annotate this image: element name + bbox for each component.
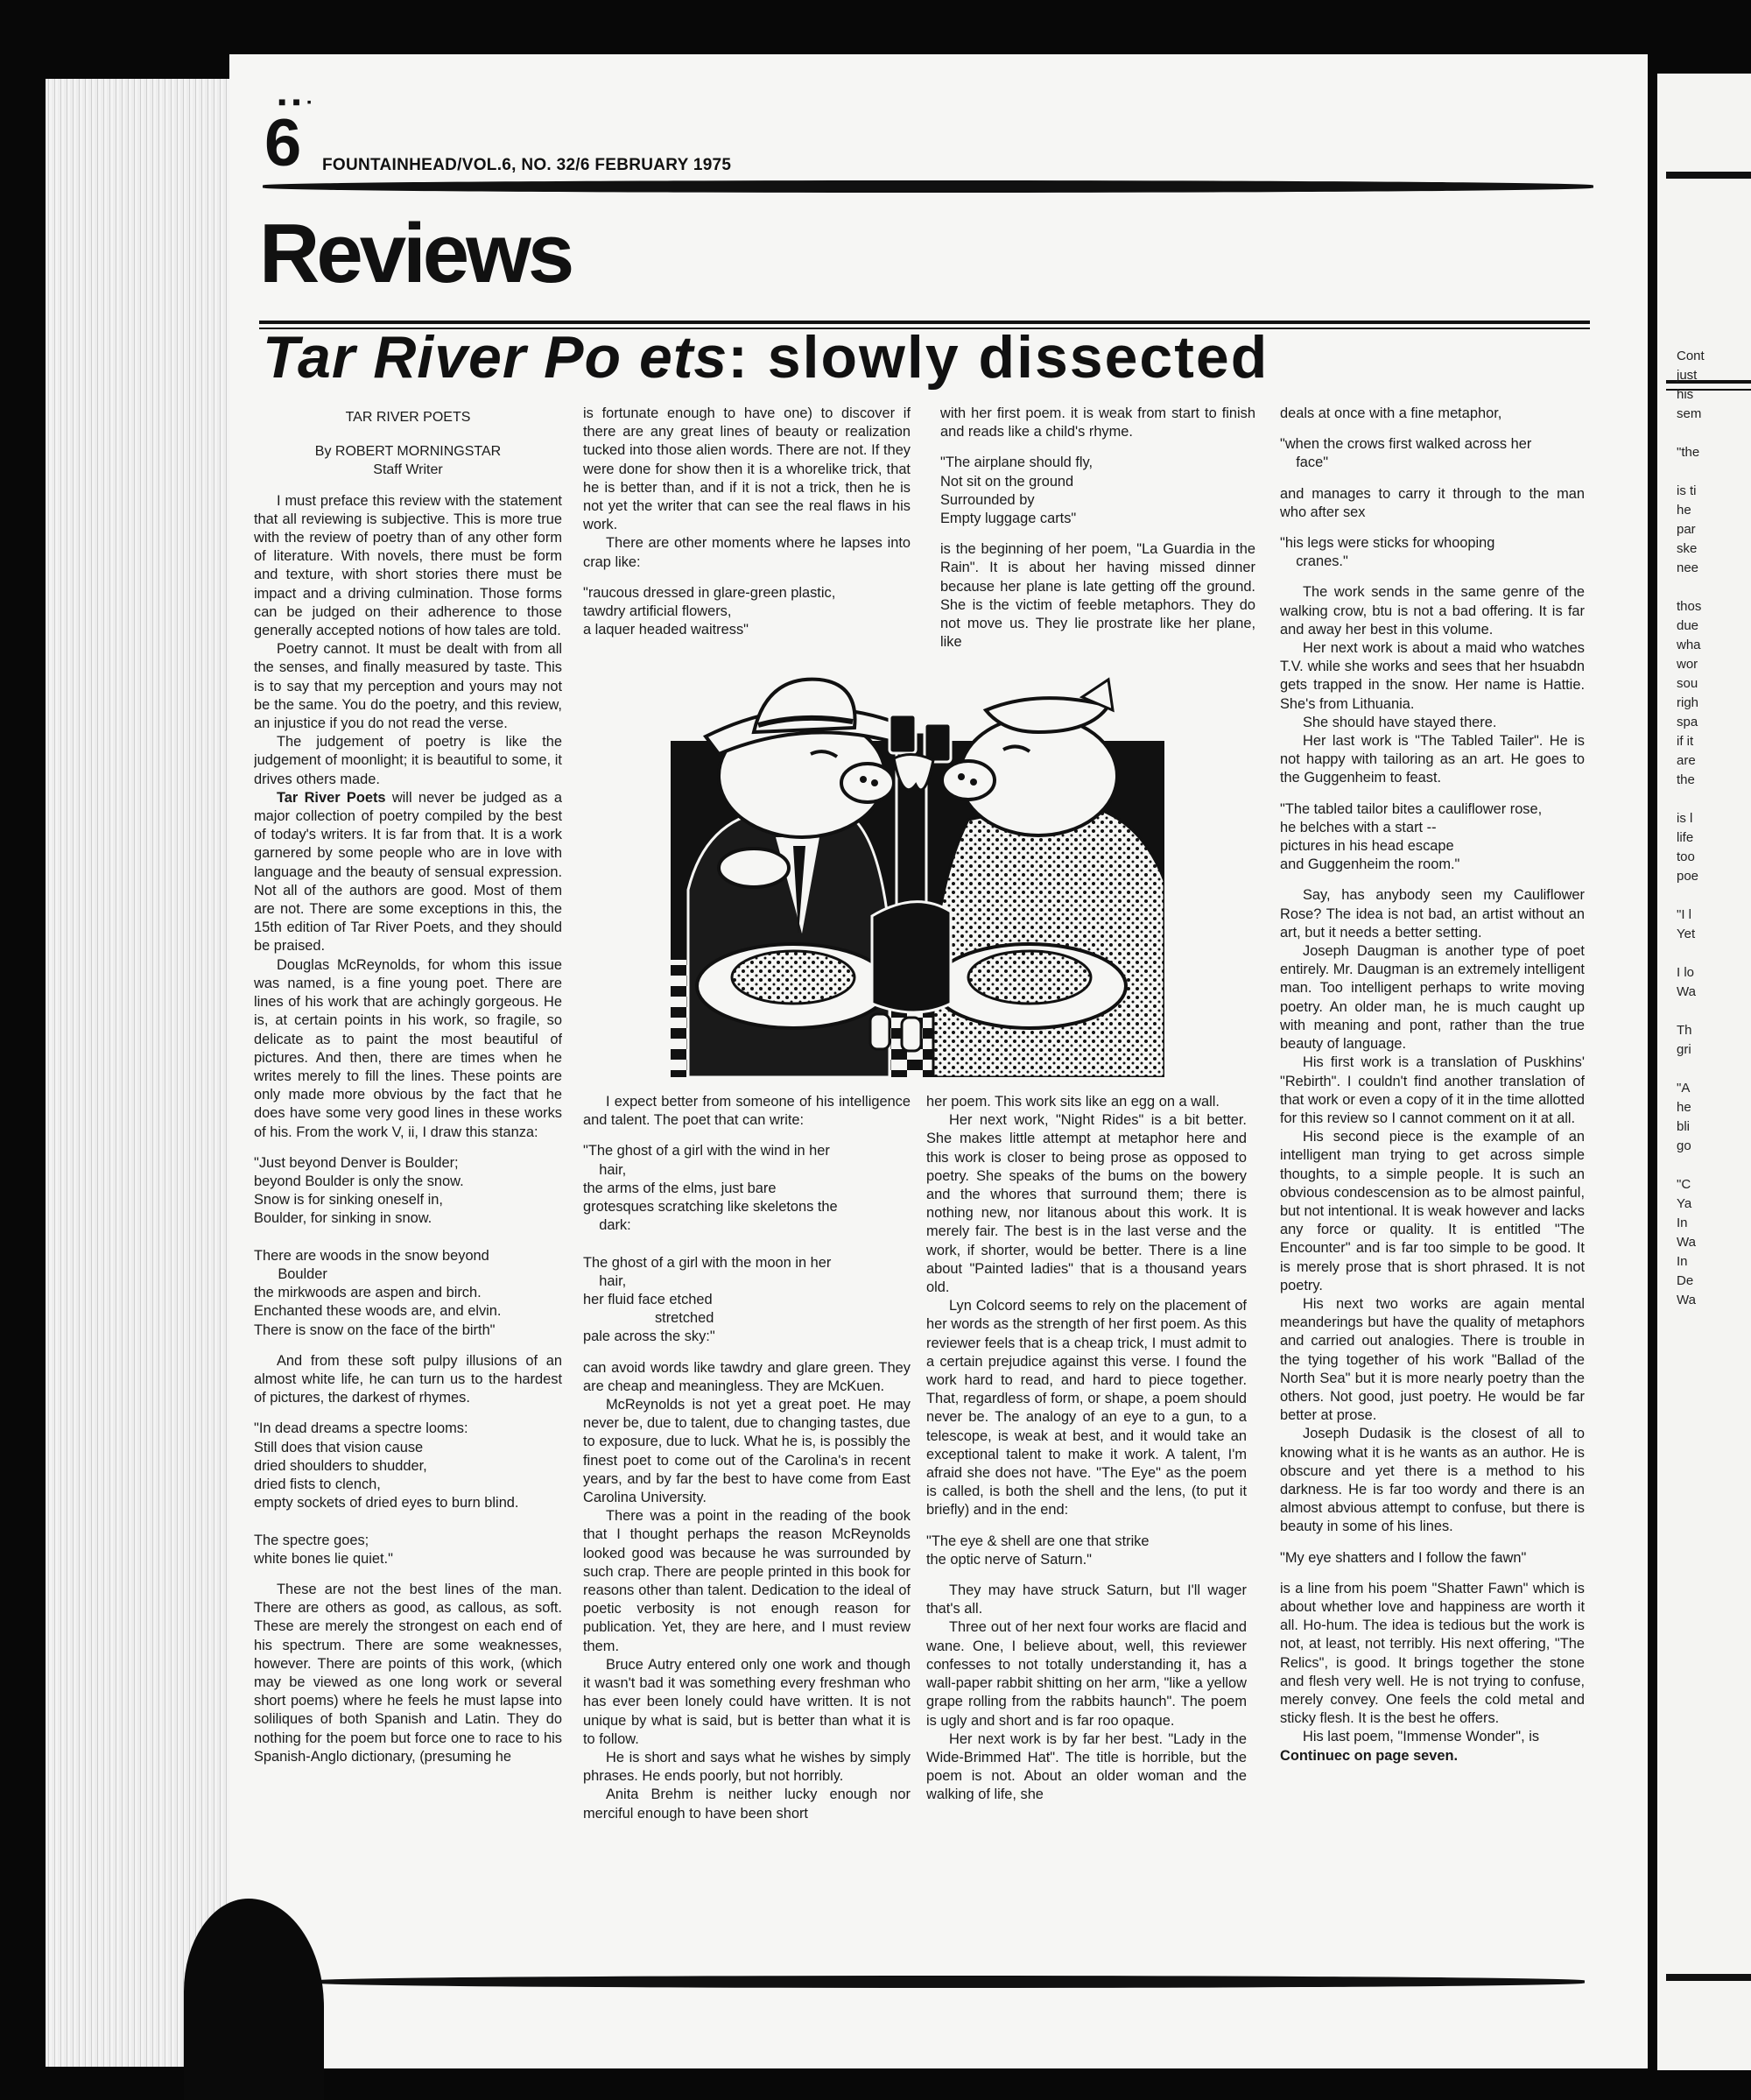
poem-line: the arms of the elms, just bare — [583, 1180, 777, 1196]
paragraph-text: There was a point in the reading of the book that I thought perhaps the reason McReynolds looked good was because he was surrounded by such crap. There are people printed in this book for reasons other than talent. Dedication to the ideal of poetic verbosity is not enough reason for publication. Yet, they are here, and I must review them. — [583, 1508, 911, 1654]
article-paragraph — [1280, 1728, 1585, 1746]
wine-glass-right — [925, 723, 951, 762]
paragraph-text: There are other moments where he lapses into crap like: — [583, 535, 911, 570]
article-paragraph — [1280, 1054, 1585, 1128]
paragraph-text: And from these soft pulpy illusions of an almost white life, he can turn us to the hardest of pictures, the darkest of rhymes. — [254, 1352, 562, 1406]
next-page-line-fragment: righ — [1677, 695, 1699, 710]
next-page-line-fragment: spa — [1677, 715, 1698, 729]
book-title-inline: Tar River Poets — [277, 789, 386, 806]
article-paragraph — [583, 1359, 911, 1396]
poem-excerpt — [940, 454, 1255, 528]
next-page-line-fragment: Ya — [1677, 1196, 1692, 1211]
paragraph-text: Continuec on page seven. — [1280, 1747, 1459, 1764]
paragraph-text: is the beginning of her poem, "La Guardia in the Rain". It is about her having missed dinner because her plane is late getting off the ground. She is the victim of feeble metaphors. They do not move us. They lie prostrate like her plane, like — [940, 541, 1255, 651]
poem-line: Enchanted these woods are, and elvin. — [254, 1303, 502, 1320]
article-paragraph — [926, 1297, 1247, 1519]
article-paragraph — [583, 534, 911, 571]
poem-line: Not sit on the ground — [940, 473, 1074, 490]
paragraph-text: will never be judged as a major collection of poetry compiled by the best of today's writers. It is far from that. It is a work garnered by some people who are in love with language and the beauty of sensual expression. Not all of the authors are good. Most of them are not. There are some exceptions in this, the 15th edition of Tar River Poets, and they should be praised. — [254, 789, 562, 955]
article-paragraph — [583, 405, 911, 534]
poem-line: the mirkwoods are aspen and birch. — [254, 1285, 482, 1301]
poem-line: Boulder — [254, 1265, 327, 1282]
next-page-line-fragment: gri — [1677, 1042, 1691, 1057]
article-paragraph — [583, 1507, 911, 1656]
poem-line: white bones lie quiet." — [254, 1550, 393, 1567]
article-paragraph — [1280, 1580, 1585, 1729]
paragraph-text: Her last work is "The Tabled Tailer". He is not happy with tailoring as an art. He goes to the Guggenheim to feast. — [1280, 733, 1585, 786]
article-paragraph — [1280, 1128, 1585, 1295]
poem-line: beyond Boulder is only the snow. — [254, 1173, 464, 1189]
paragraph-text: They may have struck Saturn, but I'll wager that's all. — [926, 1582, 1247, 1617]
poem-line: dried fists to clench, — [254, 1476, 381, 1492]
poem-line: The spectre goes; — [254, 1532, 369, 1548]
next-page-line-fragment: go — [1677, 1138, 1691, 1153]
next-page-line-fragment: thos — [1677, 599, 1702, 614]
food-left — [732, 951, 854, 1004]
masthead-rule — [263, 180, 1593, 193]
byline-book-title: TAR RIVER POETS — [345, 410, 471, 425]
paragraph-text: Her next work is about a maid who watches T.V. while she works and sees that her hsuabdn gets trapped in the snow. Her name is Hattie. She's from Lithuania. — [1280, 640, 1585, 712]
article-column-1 — [254, 408, 562, 1976]
byline — [254, 408, 562, 480]
next-page-line-fragment: De — [1677, 1273, 1694, 1288]
paragraph-text: and manages to carry it through to the man who after sex — [1280, 485, 1585, 520]
article-paragraph — [583, 1786, 911, 1822]
paragraph-text: Poetry cannot. It must be dealt with from all the senses, and finally measured by taste. This is to say that my perception and yours may not be the same. You do the poetry, and this review, an injustice if you do not read the verse. — [254, 641, 562, 732]
next-page-line-fragment: Th — [1677, 1023, 1692, 1038]
male-pig-snout — [841, 764, 894, 802]
paragraph-text: deals at once with a fine metaphor, — [1280, 405, 1502, 421]
poem-line: face" — [1280, 455, 1329, 471]
poem-line: the optic nerve of Saturn." — [926, 1551, 1092, 1568]
paragraph-text: Bruce Autry entered only one work and though it wasn't bad it was something every freshman who has ever been lonely could have written. It is not unique by what is said, but is better than what it is to follow. — [583, 1656, 911, 1747]
poem-line: The ghost of a girl with the moon in her — [583, 1254, 832, 1271]
poem-line — [254, 1512, 562, 1531]
article-paragraph — [1280, 1425, 1585, 1536]
female-pig-fur-coat — [933, 802, 1164, 1077]
poem-line: "raucous dressed in glare-green plastic, — [583, 584, 836, 601]
article-paragraph — [926, 1582, 1247, 1618]
poem-excerpt — [254, 1154, 562, 1340]
article-paragraph — [254, 733, 562, 789]
article-paragraph — [926, 1730, 1247, 1805]
paragraph-text: with her first poem. it is weak from start to finish and reads like a child's rhyme. — [940, 405, 1255, 440]
poem-line: Boulder, for sinking in snow. — [254, 1210, 432, 1227]
paragraph-text: Her next work, "Night Rides" is a bit better. She makes little attempt at metaphor here and this work is closer to being prose as opposed to poetry. She speaks of the bums on the bowery and the whores that surround them; there is nothing new, nor litanous about this work. It is merely fair. The best is in the last verse and the work, if shorter, would be better. There is a line about "Painted ladies" that is a thousand years old. — [926, 1112, 1247, 1296]
poem-line: dark: — [583, 1217, 631, 1234]
article-paragraph — [1280, 485, 1585, 522]
next-page-line-fragment: wor — [1677, 657, 1698, 672]
poem-line: "The airplane should fly, — [940, 455, 1093, 471]
next-page-bottom-rule — [1666, 1974, 1751, 1981]
next-page-line-fragment: bli — [1677, 1119, 1691, 1134]
article-paragraph — [1280, 639, 1585, 714]
poem-line: hair, — [583, 1272, 627, 1289]
poem-line: her fluid face etched — [583, 1292, 713, 1308]
male-pig-hand — [719, 849, 789, 887]
headline-title-rest: : slowly dissected — [728, 324, 1269, 391]
article-paragraph — [583, 1396, 911, 1507]
poem-excerpt — [1280, 800, 1585, 875]
next-page-line-fragment: is ti — [1677, 483, 1697, 498]
poem-line: stretched — [583, 1310, 714, 1327]
article-paragraph — [254, 789, 562, 956]
article-column-2-bottom — [583, 1093, 911, 1977]
next-page-line-fragment — [1677, 1060, 1751, 1079]
poem-excerpt — [254, 1420, 562, 1568]
paragraph-text: Joseph Dudasik is the closest of all to knowing what it is he wants as an author. He is obscure and yet there is a method to his darkness. He is far too wordy and there is an almost abvious attempt to confuse, but there is beauty in some of his lines. — [1280, 1426, 1585, 1535]
next-page-line-fragment: par — [1677, 522, 1696, 537]
poem-line: Empty luggage carts" — [940, 511, 1077, 527]
next-page-line-fragment — [1677, 462, 1751, 482]
paragraph-text: Three out of her next four works are flacid and wane. One, I believe about, well, this reviewer confesses to not totally understanding it, has a wall-paper rabbit shitting on her arm, "like a yellow grape rolling from the rabbits haunch". The poem is ugly and short and is far roo opaque. — [926, 1619, 1247, 1729]
paragraph-text: His first work is a translation of Puskhins' "Rebirth". I couldn't find another translation of that work or even a copy of it in the time allotted for this review so I cannot comment on it at all. — [1280, 1054, 1585, 1126]
article-paragraph — [254, 492, 562, 641]
poem-line: "In dead dreams a spectre looms: — [254, 1420, 468, 1437]
paragraph-text: His last poem, "Immense Wonder", is — [1303, 1729, 1540, 1745]
next-page-line-fragment — [1677, 1156, 1751, 1175]
poem-excerpt — [926, 1533, 1247, 1569]
next-page-line-fragment — [1677, 1002, 1751, 1021]
poem-line: pale across the sky:" — [583, 1328, 715, 1345]
poem-line: hair, — [583, 1161, 627, 1178]
next-page-line-fragment: In — [1677, 1216, 1688, 1230]
poem-line: There is snow on the face of the birth" — [254, 1321, 496, 1338]
continued-note — [1280, 1747, 1585, 1765]
next-page-line-fragment: "A — [1677, 1081, 1691, 1096]
poem-line: tawdry artificial flowers, — [583, 603, 732, 620]
next-page-line-fragment — [1677, 944, 1751, 963]
next-page-line-fragment: too — [1677, 849, 1695, 864]
paragraph-text: She should have stayed there. — [1303, 714, 1497, 730]
paragraph-text: is fortunate enough to have one) to discover if there are any great lines of beauty or realization tucked into those alien words. There are not. If they were done for show then it is a whorelike trick, that he is better than, and if it is not a trick, then he is not yet the writer that can see the real flaws in his work. — [583, 405, 911, 533]
poem-line: a laquer headed waitress" — [583, 622, 749, 638]
poem-excerpt — [1280, 534, 1585, 571]
poem-line: "Just beyond Denver is Boulder; — [254, 1154, 459, 1171]
next-page-line-fragment: are — [1677, 753, 1696, 768]
poem-line: Snow is for sinking oneself in, — [254, 1192, 443, 1209]
article-paragraph — [1280, 942, 1585, 1054]
food-right — [968, 951, 1091, 1004]
paragraph-text: Her next work is by far her best. "Lady in the Wide-Brimmed Hat". The title is horrible, but the poem is not. About an older woman and the walking of life, she — [926, 1730, 1247, 1803]
masthead: FOUNTAINHEAD/VOL.6, NO. 32/6 FEBRUARY 1975 — [322, 156, 732, 174]
wine-glass-left — [890, 715, 916, 753]
paragraph-text: He is short and says what he wishes by simply phrases. He ends poorly, but not horribly. — [583, 1749, 911, 1785]
pepper-shaker — [902, 1018, 921, 1051]
article-column-3-top — [940, 405, 1255, 667]
next-page-line-fragment: Wa — [1677, 1235, 1696, 1250]
next-page-line-fragment: poe — [1677, 869, 1699, 884]
next-page-line-fragment: Cont — [1677, 349, 1705, 363]
paragraph-text: her poem. This work sits like an egg on a wall. — [926, 1094, 1220, 1110]
paragraph-text: The work sends in the same genre of the walking crow, btu is not a bad offering. It is far and away her best in this volume. — [1280, 584, 1585, 638]
female-pig-snout — [942, 761, 995, 800]
next-page-line-fragment: if it — [1677, 734, 1694, 749]
next-page-line-fragment: Wa — [1677, 1293, 1696, 1307]
next-page-line-fragment: due — [1677, 618, 1699, 633]
paragraph-text: McReynolds is not yet a great poet. He may never be, due to talent, due to changing tastes, due to exposure, due to luck. What he is, is possibly the finest poet to come out of the Carolina's in recent years, and by far the best to have come from East Carolina University. — [583, 1397, 911, 1506]
paragraph-text: is a line from his poem "Shatter Fawn" which is about whether love and happiness are worth it all. Ho-hum. The idea is tedious but the work is not, at least, not terribly. His next offering, "The Relics", is good. It brings together the stone and flesh very well. He is not trying to confuse, merely convey. One feels the cold metal and sticky flesh. It is the best he offers. — [1280, 1580, 1585, 1727]
paragraph-text: His second piece is the example of an intelligent man trying to get across simple thoughts, to a simple people. It is such an obvious condescension as to be almost painful, but not intentional. It is weak however and lacks any force or quality. It is entitled "The Encounter" and is far too simple to be good. It is merely prose that is short phrased. It is not poetry. — [1280, 1129, 1585, 1293]
article-paragraph — [926, 1111, 1247, 1297]
paragraph-text: Anita Brehm is neither lucky enough nor merciful enough to have been short — [583, 1786, 911, 1822]
pitcher — [872, 902, 951, 1012]
salt-shaker — [870, 1014, 890, 1049]
paragraph-text: can avoid words like tawdry and glare green. They are cheap and meaningless. They are McKuen. — [583, 1359, 911, 1394]
poem-excerpt — [583, 584, 911, 640]
poem-line: "The eye & shell are one that strike — [926, 1533, 1150, 1549]
poem-line: dried shoulders to shudder, — [254, 1457, 427, 1474]
next-page-line-fragment: his — [1677, 387, 1694, 402]
section-title: Reviews — [259, 207, 572, 300]
next-page-line-fragment: the — [1677, 772, 1695, 787]
article-paragraph — [1280, 714, 1585, 732]
article-paragraph — [926, 1093, 1247, 1111]
article-paragraph — [1280, 886, 1585, 942]
next-page-line-fragment: he — [1677, 503, 1691, 518]
next-page-line-fragment — [1677, 578, 1751, 597]
article-paragraph — [1280, 1295, 1585, 1425]
paragraph-text: The judgement of poetry is like the judgement of moonlight; it is beautiful to some, it drives others made. — [254, 734, 562, 787]
poem-line: pictures in his head escape — [1280, 838, 1454, 855]
next-page-line-fragment: wha — [1677, 638, 1701, 652]
byline-author: By ROBERT MORNINGSTAR — [314, 444, 502, 460]
next-page-line-fragment: nee — [1677, 560, 1699, 575]
next-page-line-fragment: Wa — [1677, 984, 1696, 999]
article-paragraph — [940, 405, 1255, 441]
poem-excerpt — [583, 1142, 911, 1346]
paragraph-text: Say, has anybody seen my Cauliflower Rose? The idea is not bad, an artist without an art, but it needs a better setting. — [1280, 887, 1585, 941]
poem-line: Surrounded by — [940, 491, 1035, 508]
paragraph-text: Lyn Colcord seems to rely on the placement of her words as the strength of her first poem. As this reviewer feels that is a cheap trick, I must admit to a certain prejudice against this verse. I found the work hard to read, and hard to piece together. That, regardless of form, or shape, a poem should never be. The analogy of an eye to a gun, to a telescope, is weak at best, and it would take an exceptional talent to make it work. A talent, I'm afraid she does not have. "The Eye" as the poem is called, is both the shell and the lens, (to put it briefly) and in the end: — [926, 1298, 1247, 1519]
article-paragraph — [254, 640, 562, 733]
next-page-line-fragment: is l — [1677, 811, 1693, 826]
article-paragraph — [1280, 405, 1585, 423]
next-page-line-fragment: "the — [1677, 445, 1700, 460]
headline — [263, 324, 1269, 391]
paragraph-text: His next two works are again mental meanderings but have the quality of metaphors and carried out analogies. There is trouble in the tying together of his work "Ballad of the North Sea" but it is more nearly poetry than the others. Not good, just poetry. He would be far better at prose. — [1280, 1295, 1585, 1424]
poem-line — [583, 1235, 911, 1253]
pig-couple-toasting-illustration — [671, 671, 1164, 1077]
next-page-line-fragment: ske — [1677, 541, 1698, 556]
next-page-line-fragment: sem — [1677, 406, 1702, 421]
next-page-line-fragment: Yet — [1677, 927, 1696, 941]
article-paragraph — [254, 956, 562, 1142]
paragraph-text: I expect better from someone of his intelligence and talent. The poet that can write: — [583, 1094, 911, 1129]
next-page-line-fragment: sou — [1677, 676, 1698, 691]
bottom-rule — [315, 1976, 1585, 1988]
page-marks: ■ ■ ▪ — [278, 95, 313, 109]
next-page-line-fragment: "C — [1677, 1177, 1691, 1192]
poem-line: he belches with a start -- — [1280, 819, 1437, 835]
next-page-line-fragment: I lo — [1677, 965, 1695, 980]
poem-line: empty sockets of dried eyes to burn blind. — [254, 1495, 519, 1512]
poem-line: and Guggenheim the room." — [1280, 856, 1460, 873]
article-paragraph — [583, 1093, 911, 1130]
headline-title-italic: Tar River Po ets — [263, 324, 728, 391]
poem-excerpt — [1280, 435, 1585, 472]
next-page-text-fragment — [1677, 347, 1751, 1310]
next-page-line-fragment: life — [1677, 830, 1694, 845]
poem-line: "The tabled tailor bites a cauliflower rose, — [1280, 800, 1543, 817]
page-number: 6 — [264, 106, 302, 180]
paragraph-text: Joseph Daugman is another type of poet entirely. Mr. Daugman is an extremely intelligent man. Too intelligent perhaps to write moving poetry. An older man, he is much caught up with meaning and pont, rather than the true beauty of language. — [1280, 943, 1585, 1053]
poem-line: grotesques scratching like skeletons the — [583, 1199, 838, 1216]
paragraph-text: These are not the best lines of the man. There are others as good, as callous, as soft. These are merely the strongest on each end of his spectrum. There are some weaknesses, however. There are points of this work, (which may be viewed as one long work or several short poems) where he feels he must lapse into soliliques of both Spanish and Latin. They do nothing for the poem but force one to race to his Spanish-Anglo dictionary, (presuming he — [254, 1581, 562, 1765]
poem-line: Still does that vision cause — [254, 1439, 424, 1455]
poem-line: cranes." — [1280, 553, 1348, 570]
article-paragraph — [1280, 583, 1585, 639]
next-page-line-fragment — [1677, 424, 1751, 443]
next-page-line-fragment: "I l — [1677, 907, 1691, 922]
next-page-line-fragment: In — [1677, 1254, 1688, 1269]
poem-line: "My eye shatters and I follow the fawn" — [1280, 1549, 1527, 1566]
poem-line: There are woods in the snow beyond — [254, 1247, 489, 1264]
next-page-edge — [1657, 74, 1751, 2070]
next-page-top-rule — [1666, 172, 1751, 179]
article-column-4 — [1280, 405, 1585, 1963]
next-page-line-fragment: just — [1677, 368, 1698, 383]
article-paragraph — [254, 1352, 562, 1408]
article-column-3-bottom — [926, 1093, 1247, 1977]
next-page-line-fragment — [1677, 886, 1751, 906]
paragraph-text: Douglas McReynolds, for whom this issue was named, is a fine young poet. There are lines of his work that are achingly gorgeous. He is, at certain points in his work, so fragile, so delicate as to paint the most beautiful of pictures. And then, there are times when he writes merely to fill the lines. These points are only made more obvious by the fact that he does have some very good lines in these works of his. From the work V, ii, I draw this stanza: — [254, 956, 562, 1140]
next-page-line-fragment — [1677, 790, 1751, 809]
poem-line — [254, 1229, 562, 1247]
next-page-line-fragment: he — [1677, 1100, 1691, 1115]
article-column-2-top — [583, 405, 911, 667]
article-paragraph — [583, 1749, 911, 1786]
article-paragraph — [940, 540, 1255, 652]
column-1-body — [254, 492, 562, 1766]
poem-line: "The ghost of a girl with the wind in her — [583, 1143, 830, 1159]
article-paragraph — [254, 1581, 562, 1766]
article-paragraph — [1280, 732, 1585, 788]
poem-line: "when the crows first walked across her — [1280, 436, 1532, 453]
article-paragraph — [926, 1618, 1247, 1730]
poem-excerpt — [1280, 1549, 1585, 1568]
article-paragraph — [583, 1656, 911, 1749]
poem-line: "his legs were sticks for whooping — [1280, 535, 1495, 552]
byline-role: Staff Writer — [373, 462, 443, 478]
paragraph-text: I must preface this review with the statement that all reviewing is subjective. This is more true with the review of poetry than of any other form of literature. With novels, there must be form and texture, with short stories there must be impact and a driving culmination. Those forms can be judged on their adherence to those generally accepted notions of how tales are told. — [254, 492, 562, 639]
